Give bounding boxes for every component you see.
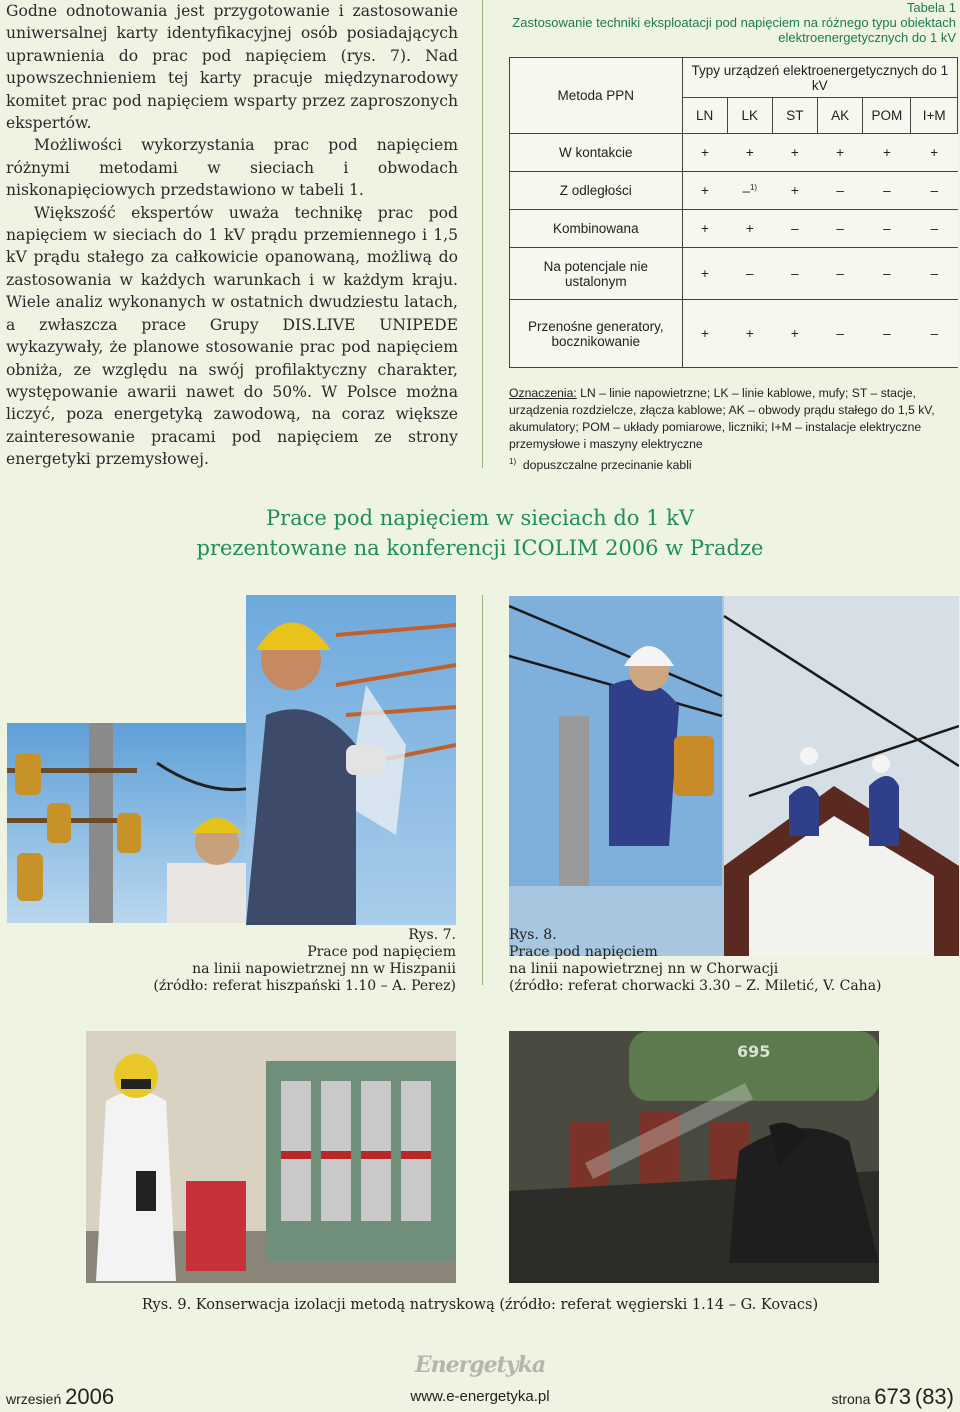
cell: +: [817, 134, 862, 172]
cell: –: [727, 248, 772, 300]
cell: –: [817, 172, 862, 210]
column-divider: [482, 0, 483, 468]
cell: +: [682, 134, 727, 172]
cell: –: [817, 300, 862, 368]
cell: +: [772, 172, 817, 210]
row-label: W kontakcie: [510, 134, 683, 172]
row-label: Z odległości: [510, 172, 683, 210]
section-heading: [0, 503, 960, 563]
cell: –: [863, 172, 911, 210]
table-caption: Tabela 1: [906, 0, 956, 15]
engine-number: 695: [737, 1042, 771, 1061]
photo-hungary-switchgear: [86, 1031, 456, 1283]
column-header: POM: [863, 98, 911, 134]
footer-month: wrzesień: [6, 1391, 62, 1407]
table-header-row: [510, 58, 958, 98]
footer-url[interactable]: www.e-energetyka.pl: [410, 1388, 550, 1405]
cell: –: [772, 248, 817, 300]
cell: +: [682, 300, 727, 368]
footer-page: [831, 1384, 954, 1410]
table-legend: [509, 385, 959, 474]
section-heading-line: prezentowane na konferencji ICOLIM 2006 w Pradze: [196, 536, 764, 560]
cell: +: [727, 210, 772, 248]
caption-line: (źródło: referat hiszpański 1.10 – A. Perez): [153, 978, 456, 994]
legend-body: LN – linie napowietrzne; LK – linie kablowe, mufy; ST – stacje, urządzenia rozdzielcze, złącza kablowe; AK – obwody prądu stałego do 1,5 kV, akumulatory; POM – układy pomiarowe, liczniki; I+M – instalacje elektryczne przemysłowe i maszyny elektryczne: [509, 386, 935, 451]
cell-value: –: [742, 183, 750, 199]
page-label: strona: [831, 1391, 871, 1407]
cell: –: [772, 210, 817, 248]
page-number: 673: [874, 1384, 911, 1409]
cell: +: [772, 300, 817, 368]
cell: +: [727, 300, 772, 368]
issue-number: (83): [914, 1384, 954, 1409]
caption-line: na linii napowietrznej nn w Hiszpanii: [192, 961, 456, 977]
photo-divider: [482, 595, 483, 985]
cell: [727, 172, 772, 210]
photo-illustration: [509, 596, 959, 956]
caption-line: Prace pod napięciem: [509, 944, 658, 960]
photo-illustration: [7, 723, 269, 923]
figure-9-caption: Rys. 9. Konserwacja izolacji metodą natryskową (źródło: referat węgierski 1.14 – G. Kovacs): [141, 1297, 819, 1313]
cell: –: [911, 248, 958, 300]
column-header: ST: [772, 98, 817, 134]
cell: –: [911, 210, 958, 248]
table-row: [510, 210, 958, 248]
cell: –: [817, 248, 862, 300]
column-header: LN: [682, 98, 727, 134]
row-label: Na potencjale nie ustalonym: [510, 248, 683, 300]
caption-line: Prace pod napięciem: [307, 944, 456, 960]
cell: +: [911, 134, 958, 172]
cell: –: [863, 248, 911, 300]
photo-illustration: [509, 1031, 879, 1283]
article-body: [6, 0, 458, 471]
cell: –: [911, 300, 958, 368]
article-paragraph: Większość ekspertów uważa technikę prac pod napięciem w sieciach do 1 kV prądu przemiennego i 1,5 kV prądu stałego za całkowicie opanowaną, możliwą do zastosowania w każdych warunkach i w każdym kraju. Wiele analiz wykonanych w ostatnich dwudziestu latach, a zwłaszcza prace Grupy DIS.LIVE UNIPEDE wykazywały, że planowe stosowanie prac pod napięciem obniża, ze względu na swój profilaktyczny charakter, występowanie awarii nawet do 50%. W Polsce można liczyć, poza energetyką zawodową, na coraz większe zainteresowanie pracami pod napięciem ze strony energetyki przemysłowej.: [6, 203, 458, 469]
cell: –: [817, 210, 862, 248]
ppn-table: [509, 57, 958, 368]
cell: –: [863, 210, 911, 248]
method-header: Metoda PPN: [510, 58, 683, 134]
column-header: AK: [817, 98, 862, 134]
cell: +: [727, 134, 772, 172]
figure-7-caption: [130, 927, 456, 995]
row-label: Kombinowana: [510, 210, 683, 248]
legend-label: Oznaczenia:: [509, 386, 577, 400]
photo-spain-pole-worker: [7, 723, 269, 923]
article-paragraph: Godne odnotowania jest przygotowanie i zastosowanie uniwersalnej karty identyfikacyjnej osób posiadających uprawnienia do prac pod napięciem (rys. 7). Nad upowszechnieniem tej karty pracuje międzynarodowy komitet prac pod napięciem wsparty przez zaproszonych ekspertów.: [6, 2, 458, 133]
cell: +: [682, 248, 727, 300]
footnote-marker: 1): [749, 182, 758, 192]
cell: +: [863, 134, 911, 172]
caption-line: (źródło: referat chorwacki 3.30 – Z. Miletić, V. Caha): [509, 978, 882, 994]
cell: +: [682, 210, 727, 248]
footnote-text: dopuszczalne przecinanie kabli: [522, 458, 692, 473]
table-row: [510, 248, 958, 300]
cell: +: [772, 134, 817, 172]
cell: –: [863, 300, 911, 368]
section-heading-line: Prace pod napięciem w sieciach do 1 kV: [265, 506, 695, 530]
photo-illustration: [86, 1031, 456, 1283]
photo-hungary-spray: [509, 1031, 879, 1283]
article-paragraph: Możliwości wykorzystania prac pod napięciem różnymi metodami w sieciach i obwodach niskonapięciowych przedstawiono w tabeli 1.: [6, 136, 458, 200]
footnote-marker: 1): [509, 457, 517, 466]
legend-text: [509, 385, 959, 453]
table-row: [510, 300, 958, 368]
photo-illustration: [246, 595, 456, 925]
table-row: [510, 134, 958, 172]
photo-croatia-line-work: [509, 596, 959, 956]
caption-line: Rys. 7.: [408, 927, 456, 943]
caption-line: Rys. 8.: [509, 927, 557, 943]
column-header: I+M: [911, 98, 958, 134]
types-header: Typy urządzeń elektroenergetycznych do 1 kV: [682, 58, 957, 98]
photo-spain-worker: [246, 595, 456, 925]
table-title: Zastosowanie techniki eksploatacji pod napięciem na różnego typu obiektach elektroenergetycznych do 1 kV: [512, 15, 956, 45]
cell: +: [682, 172, 727, 210]
row-label: Przenośne generatory, bocznikowanie: [510, 300, 683, 368]
energetyka-logo: Energetyka: [414, 1352, 546, 1378]
table-row: [510, 172, 958, 210]
figure-8-caption: [509, 927, 949, 995]
footer-year: 2006: [65, 1384, 115, 1409]
caption-line: na linii napowietrznej nn w Chorwacji: [509, 961, 779, 977]
column-header: LK: [727, 98, 772, 134]
cell: –: [911, 172, 958, 210]
table-footnote: [509, 453, 959, 474]
